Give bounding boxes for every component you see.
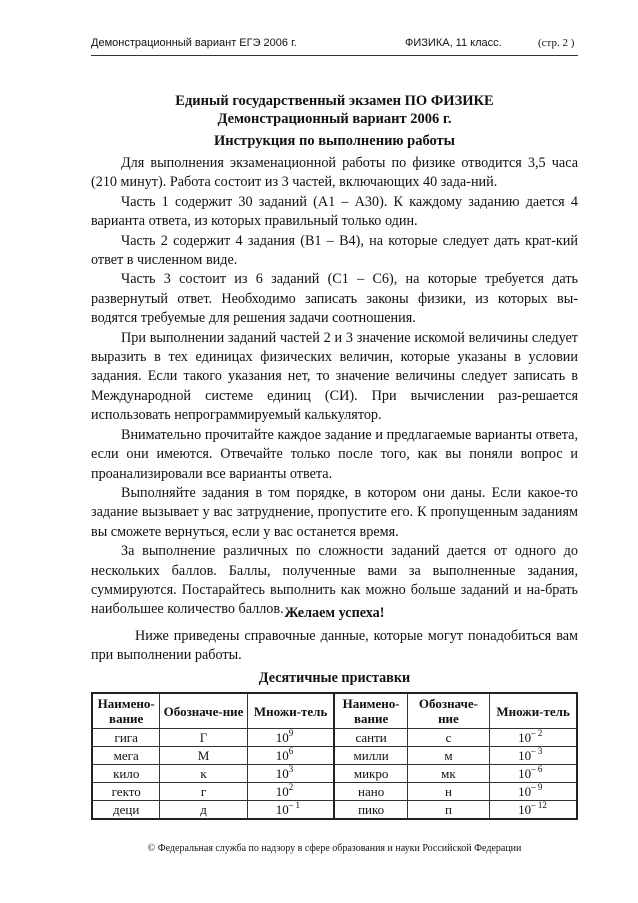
table-header-row xyxy=(92,693,577,729)
header-subject: ФИЗИКА, 11 класс. xyxy=(405,37,502,49)
prefix-name: микро xyxy=(334,765,407,783)
prefix-multiplier: $10^2$ xyxy=(247,783,334,801)
header-divider xyxy=(91,55,578,56)
prefix-multiplier: $10^{- 1}$ xyxy=(247,801,334,820)
exam-title: Единый государственный экзамен ПО ФИЗИКЕ xyxy=(175,93,494,109)
paragraph: За выполнение различных по сложности заданий дается от одного до нескольких баллов. Баллы, полученные вами за выполненные задания, суммируются. Постарайтесь выполнить как можно больше заданий и на-брать наибольшее количество баллов. xyxy=(91,543,578,618)
paragraph: Часть 2 содержит 4 задания (В1 – В4), на которые следует дать крат-кий ответ в численном виде. xyxy=(91,232,578,269)
prefix-multiplier: $10^{- 3}$ xyxy=(490,747,577,765)
prefix-symbol: м xyxy=(407,747,489,765)
paragraph: Для выполнения экзаменационной работы по физике отводится 3,5 часа (210 минут). Работа состоит из 3 частей, включающих 40 зада-ний. xyxy=(91,155,578,191)
paragraph: При выполнении заданий частей 2 и 3 значение искомой величины следует выразить в тех единицах физических величин, которые указаны в условии задания. Если такого указания нет, то значение величины следует записать в Международной системе единиц (СИ). При вычислении раз-решается использовать непрограммируемый калькулятор. xyxy=(91,329,578,424)
prefix-name: мега xyxy=(92,747,160,765)
prefix-multiplier: $10^6$ xyxy=(247,747,334,765)
prefix-multiplier: $10^{- 2}$ xyxy=(490,729,577,747)
paragraph: Часть 1 содержит 30 заданий (А1 – А30). К каждому заданию дается 4 варианта ответа, из которых правильный только один. xyxy=(91,193,578,230)
paragraph: Выполняйте задания в том порядке, в котором они даны. Если какое-то задание вызывает у вас затруднение, пропустите его. К пропущенным заданиям вы сможете вернуться, если у вас останется время. xyxy=(91,484,578,540)
prefix-symbol: к xyxy=(160,765,247,783)
prefix-name: пико xyxy=(334,801,407,820)
header-page-number: (стр. 2 ) xyxy=(538,37,575,49)
prefix-name: нано xyxy=(334,783,407,801)
prefix-symbol: мк xyxy=(407,765,489,783)
table-title: Десятичные приставки xyxy=(258,670,411,686)
prefix-name: санти xyxy=(334,729,407,747)
prefix-symbol: п xyxy=(407,801,489,820)
paragraph: Часть 3 состоит из 6 заданий (С1 – С6), на которые требуется дать развернутый ответ. Необходимо записать законы физики, из которых вы-водятся требуемые для решения задачи соотношения. xyxy=(91,271,578,327)
copyright-footer: © Федеральная служба по надзору в сфере образования и науки Российской Федерации xyxy=(147,843,522,854)
prefix-symbol: г xyxy=(160,783,247,801)
prefix-name: кило xyxy=(92,765,160,783)
column-header: Обозначе-ние xyxy=(160,693,247,729)
instruction-body xyxy=(91,154,578,620)
decimal-prefixes-table xyxy=(91,692,578,820)
prefix-multiplier: $10^3$ xyxy=(247,765,334,783)
instruction-heading: Инструкция по выполнению работы xyxy=(213,133,456,149)
prefix-name: милли xyxy=(334,747,407,765)
table-row xyxy=(92,801,577,820)
prefix-multiplier: $10^9$ xyxy=(247,729,334,747)
prefix-symbol: Г xyxy=(160,729,247,747)
prefix-multiplier: $10^{- 12}$ xyxy=(490,801,577,820)
prefix-symbol: д xyxy=(160,801,247,820)
header-left: Демонстрационный вариант ЕГЭ 2006 г. xyxy=(91,37,297,49)
prefix-name: гига xyxy=(92,729,160,747)
good-luck-text: Желаем успеха! xyxy=(284,605,385,621)
paragraph: Внимательно прочитайте каждое задание и предлагаемые варианты ответа, если они имеются. Отвечайте только после того, как вы поняли вопрос и проанализировали все варианты ответа. xyxy=(91,426,578,482)
prefix-symbol: с xyxy=(407,729,489,747)
reference-intro: Ниже приведены справочные данные, которые могут понадобиться вам при выполнении работы. xyxy=(91,628,578,664)
column-header: Множи-тель xyxy=(490,693,577,729)
prefix-symbol: М xyxy=(160,747,247,765)
prefix-name: деци xyxy=(92,801,160,820)
table-row xyxy=(92,765,577,783)
table-row xyxy=(92,729,577,747)
prefix-multiplier: $10^{- 6}$ xyxy=(490,765,577,783)
prefix-multiplier: $10^{- 9}$ xyxy=(490,783,577,801)
column-header: Множи-тель xyxy=(247,693,334,729)
table-row xyxy=(92,783,577,801)
prefix-name: гекто xyxy=(92,783,160,801)
prefix-symbol: н xyxy=(407,783,489,801)
column-header: Наимено-вание xyxy=(92,693,160,729)
table-row xyxy=(92,747,577,765)
column-header: Обозначе-ние xyxy=(407,693,489,729)
column-header: Наимено-вание xyxy=(334,693,407,729)
exam-subtitle: Демонстрационный вариант 2006 г. xyxy=(217,111,452,127)
